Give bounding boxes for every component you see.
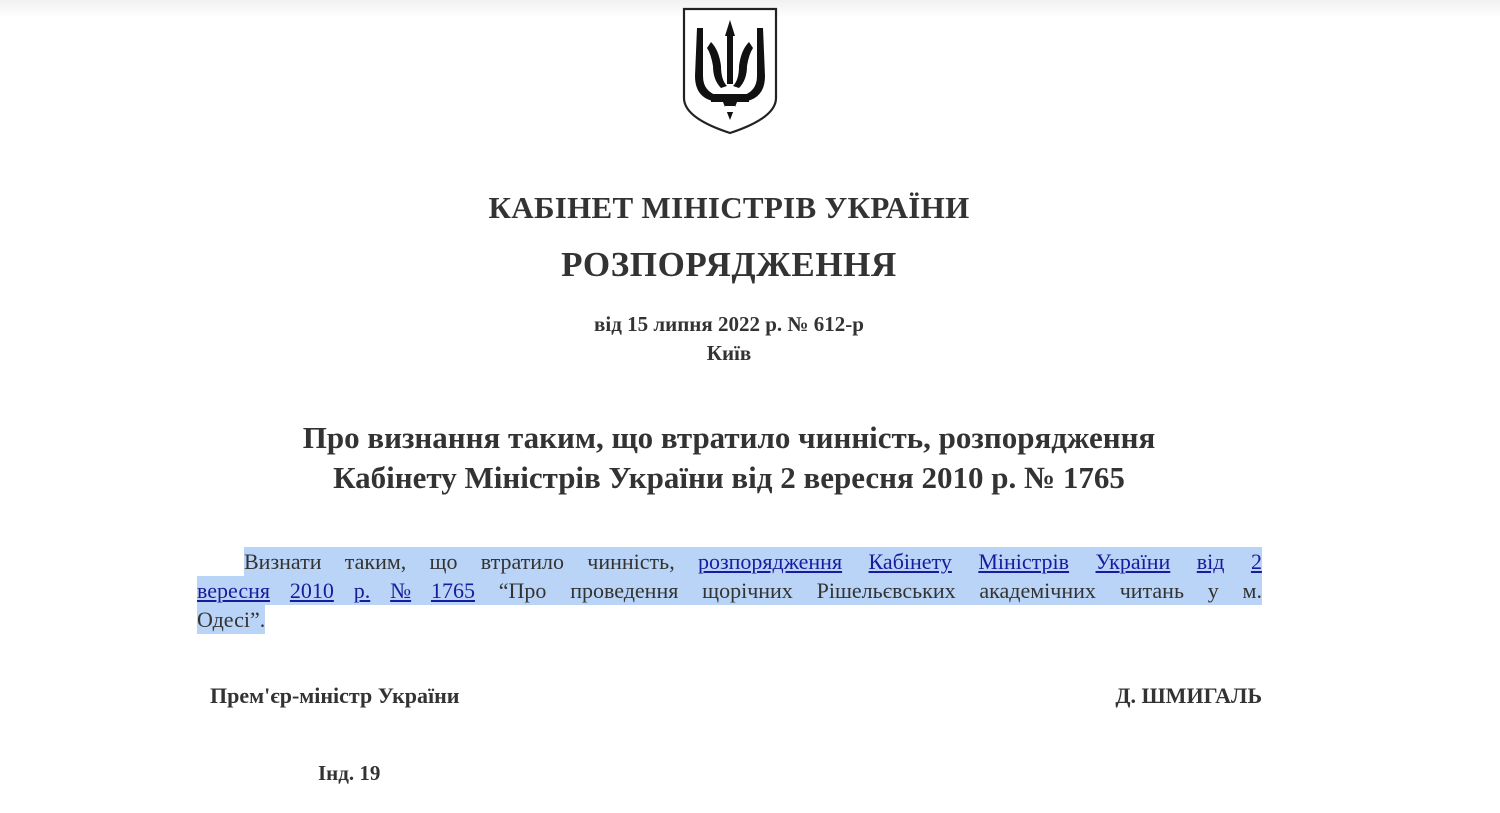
signatory-name: Д. ШМИГАЛЬ <box>1115 683 1262 708</box>
document-title-line-1: Про визнання таким, що втратило чинність, розпорядження <box>302 420 1156 455</box>
body-word: щорічних <box>702 578 793 603</box>
body-word: Визнати <box>244 549 322 574</box>
document-index: Інд. 19 <box>318 761 381 785</box>
body-paragraph <box>197 547 1262 637</box>
body-word: таким, <box>344 549 407 574</box>
link-word: 2010 <box>289 578 334 603</box>
link-word: від <box>1196 549 1225 574</box>
link-word: України <box>1095 549 1171 574</box>
body-word: що <box>429 549 458 574</box>
body-word: Рішельєвських <box>816 578 956 603</box>
link-word: р. <box>353 578 371 603</box>
authority-heading: КАБІНЕТ МІНІСТРІВ УКРАЇНИ <box>488 190 970 225</box>
body-word: читань <box>1119 578 1184 603</box>
trident-coat-of-arms-icon <box>681 6 779 136</box>
body-line-1 <box>244 547 1262 576</box>
link-word: Кабінету <box>868 549 952 574</box>
link-word: № <box>390 578 412 603</box>
body-word: академічних <box>979 578 1096 603</box>
link-word: вересня <box>197 578 270 603</box>
body-line-1-words <box>244 547 1262 576</box>
link-word: 1765 <box>431 578 475 603</box>
resolution-link-part-1[interactable] <box>698 547 1262 576</box>
body-line-3: Одесі”. <box>197 607 266 632</box>
body-line-2 <box>197 576 1262 605</box>
date-number-line: від 15 липня 2022 р. № 612-р <box>594 312 864 336</box>
link-word: Міністрів <box>978 549 1070 574</box>
body-word: м. <box>1242 578 1262 603</box>
body-word: у <box>1207 578 1219 603</box>
link-word: 2 <box>1250 549 1262 574</box>
body-word: “Про <box>498 578 547 603</box>
resolution-link-part-2[interactable] <box>197 576 475 605</box>
body-word: проведення <box>570 578 679 603</box>
body-word: втратило <box>480 549 565 574</box>
body-word: чинність, <box>587 549 675 574</box>
body-line-2-words <box>197 576 1262 605</box>
signatory-position: Прем'єр-міністр України <box>210 683 460 708</box>
link-word: розпорядження <box>697 549 843 574</box>
city-line: Київ <box>706 341 752 365</box>
document-title-line-2: Кабінету Міністрів України від 2 вересня 2010 р. № 1765 <box>333 460 1125 495</box>
document-type-heading: РОЗПОРЯДЖЕННЯ <box>561 245 897 284</box>
